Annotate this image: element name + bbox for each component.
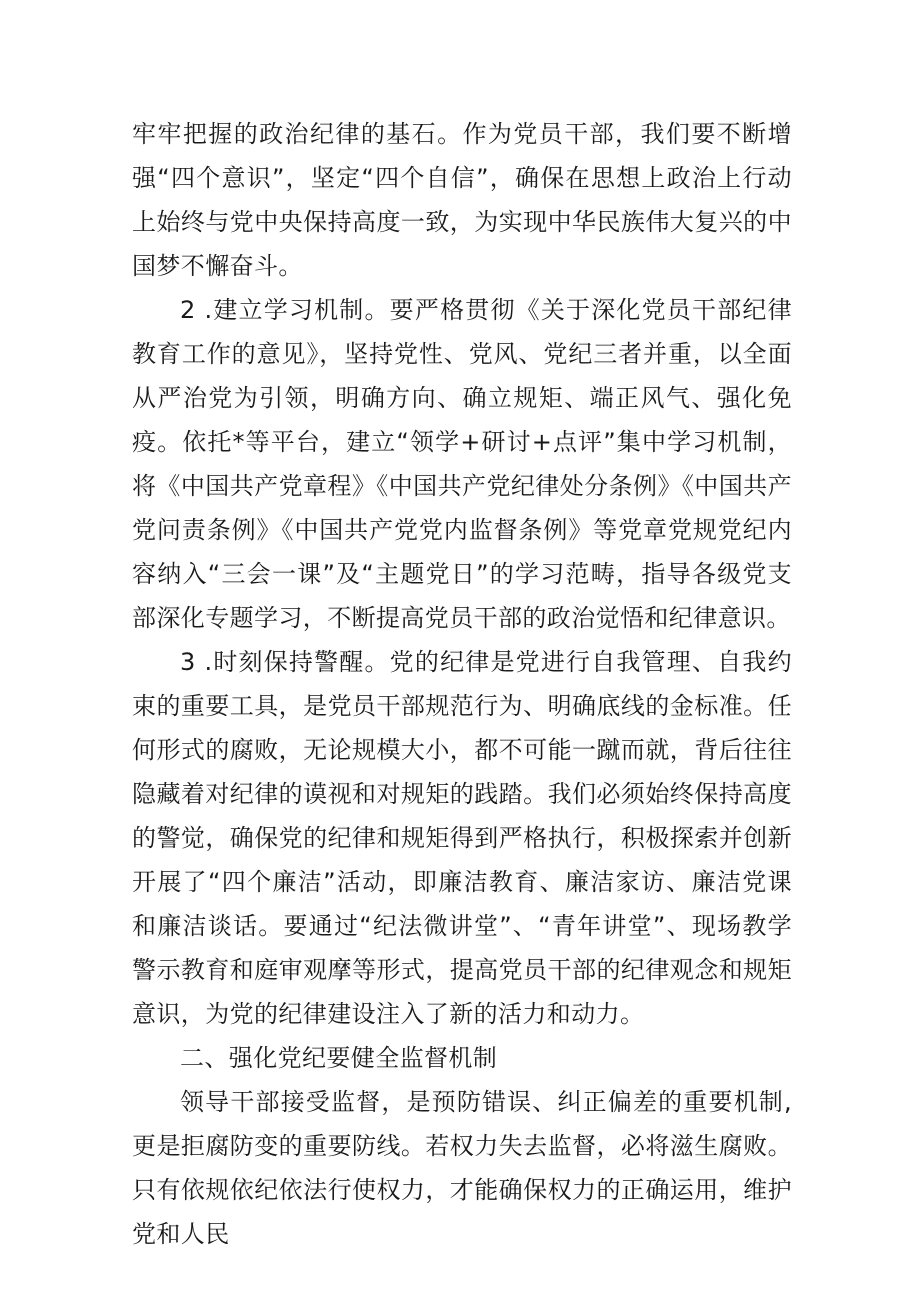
paragraph-stay-vigilant: 3 .时刻保持警醒。党的纪律是党进行自我管理、自我约束的重要工具，是党员干部规范行为、明确底线的金标准。任何形式的腐败，无论规模大小，都不可能一蹴而就，背后往往隐藏着对纪律的谟视和对规矩的践踏。我们必须始终保持高度的警觉，确保党的纪律和规矩得到严格执行，积极探索并创新开展了“四个廉洁”活动，即廉洁教育、廉洁家访、廉洁党课和廉洁谈话。要通过“纪法微讲堂”、“青年讲堂”、现场教学警示教育和庭审观摩等形式，提高党员干部的纪律观念和规矩意识，为党的纪律建设注入了新的活力和动力。: [132, 648, 792, 1028]
paragraph-learning-mechanism: 2 .建立学习机制。要严格贯彻《关于深化党员干部纪律教育工作的意见》，坚持党性、党风、党纪三者并重，以全面从严治党为引领，明确方向、确立规矩、端正风气、强化免疫。依托*等平台，建立“领学+研讨+点评”集中学习机制，将《中国共产党章程》《中国共产党纪律处分条例》《中国共产党问责条例》《中国共产党党内监督条例》等党章党规党纪内容纳入“三会一课”及“主题党日”的学习范畴，指导各级党支部深化专题学习，不断提高党员干部的政治觉悟和纪律意识。: [132, 296, 792, 632]
paragraph-political-discipline: 牢牢把握的政治纪律的基石。作为党员干部，我们要不断增强“四个意识”，坚定“四个自信”，确保在思想上政治上行动上始终与党中央保持高度一致，为实现中华民族伟大复兴的中国梦不懈奋斗。: [132, 120, 792, 280]
document-body: [132, 112, 792, 1256]
section-heading: 二、强化党纪要健全监督机制: [180, 1044, 498, 1072]
paragraph-supervision: 领导干部接受监督，是预防错误、纠正偏差的重要机制,更是拒腐防变的重要防线。若权力失去监督，必将滋生腐败。只有依规依纪依法行使权力，才能确保权力的正确运用，维护党和人民: [132, 1088, 792, 1248]
